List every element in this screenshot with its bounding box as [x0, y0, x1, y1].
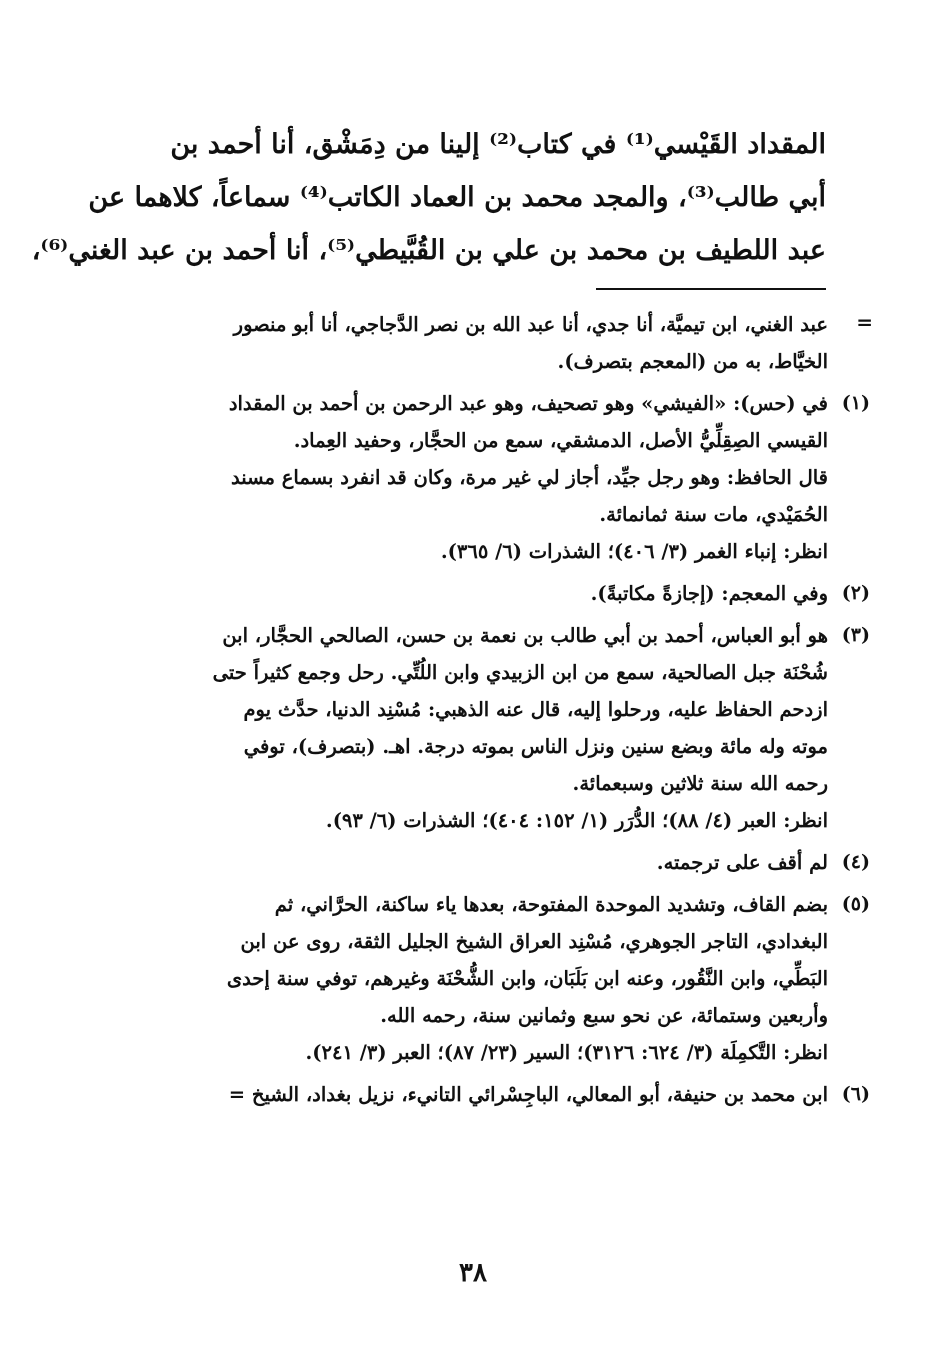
footnote-line: ابن محمد بن حنيفة، أبو المعالي، الباجِسْرائي التانيء، نزيل بغداد، الشيخ =	[228, 1083, 828, 1106]
main-text	[31, 118, 826, 277]
footnote-line: هو أبو العباس، أحمد بن أبي طالب بن نعمة بن حسن، الصالحي الحجَّار، ابن	[222, 624, 828, 647]
footnote-2	[106, 575, 870, 612]
footnote-6	[106, 1076, 870, 1113]
footnote-number: (٤)	[841, 851, 870, 873]
footnote-number: (٦)	[841, 1083, 870, 1105]
footnote-line: شُحْنَة جبل الصالحية، سمع من ابن الزبيدي وابن اللُتِّي. رحل وجمع كثيراً حتى	[212, 661, 828, 684]
footnote-4	[106, 844, 870, 881]
footnote-reference-line: انظر: إنباء الغمر (٣/ ٤٠٦)؛ الشذرات (٦/ ٣٦٥).	[440, 540, 828, 563]
footnote-line: البَطِّي، وابن النَّقُور، وعنه ابن بَلَبَان، وابن الشُّحْنَة وغيرهم، توفي سنة إحدى	[226, 967, 828, 990]
footnote-line: وفي المعجم: (إجازةً مكاتبةً).	[590, 582, 828, 605]
footnote-separator	[596, 288, 826, 290]
footnote-reference-line: انظر: العبر (٤/ ٨٨)؛ الدُّرَر (١/ ١٥٢: ٤٠٤)؛ الشذرات (٦/ ٩٣).	[325, 809, 828, 832]
footnote-line: في (حس): «الفيشي» وهو تصحيف، وهو عبد الرحمن بن أحمد بن المقداد	[228, 392, 828, 415]
footnote-3	[106, 617, 870, 839]
footnote-line: القيسي الصِقِلِّيُّ الأصل، الدمشقي، سمع من الحجَّار، وحفيد العِماد.	[293, 429, 828, 452]
continuation-marker: =	[856, 310, 873, 334]
footnote-line: الخيَّاط، به من (المعجم بتصرف).	[557, 350, 828, 373]
footnote-number: (٣)	[841, 624, 870, 646]
main-text-line: المقداد القَيْسي⁽¹⁾ في كتاب⁽²⁾ إلينا من دِمَشْق، أنا أحمد بن	[170, 129, 826, 160]
footnote-line: وأربعين وستمائة، عن نحو سبع وثمانين سنة، رحمه الله.	[380, 1004, 828, 1027]
footnote-line: الحُمَيْدي، مات سنة ثمانمائة.	[599, 503, 828, 526]
footnote-1	[106, 385, 870, 570]
footnotes	[106, 306, 873, 1118]
footnote-number: (١)	[841, 392, 870, 414]
footnote-continuation	[106, 306, 873, 380]
footnote-5	[106, 886, 870, 1071]
footnote-number: (٢)	[841, 582, 870, 604]
main-text-line: أبي طالب⁽³⁾، والمجد محمد بن العماد الكاتب⁽⁴⁾ سماعاً، كلاهما عن	[88, 182, 826, 213]
main-text-line: عبد اللطيف بن محمد بن علي بن القُبَّيطي⁽⁵⁾، أنا أحمد بن عبد الغني⁽⁶⁾،	[31, 235, 826, 266]
footnote-line: لم أقف على ترجمته.	[656, 851, 828, 874]
footnote-number: (٥)	[841, 893, 870, 915]
footnote-line: رحمه الله سنة ثلاثين وسبعمائة.	[572, 772, 828, 795]
footnote-line: بضم القاف، وتشديد الموحدة المفتوحة، بعدها ياء ساكنة، الحرَّاني، ثم	[274, 893, 828, 916]
page-number: ٣٨	[459, 1258, 487, 1288]
footnote-line: عبد الغني، ابن تيميَّة، أنا جدي، أنا عبد الله بن نصر الدَّجاجي، أنا أبو منصور	[233, 313, 828, 336]
footnote-line: قال الحافظ: وهو رجل جيِّد، أجاز لي غير مرة، وكان قد انفرد بسماع مسند	[231, 466, 828, 489]
footnote-reference-line: انظر: التَّكمِلَة (٣/ ٦٢٤: ٣١٢٦)؛ السير (٢٣/ ٨٧)؛ العبر (٣/ ٢٤١).	[305, 1041, 828, 1064]
footnote-line: البغدادي، التاجر الجوهري، مُسْنِد العراق الشيخ الجليل الثقة، روى عن ابن	[240, 930, 828, 953]
footnote-line: ازدحم الحفاظ عليه، ورحلوا إليه، قال عنه الذهبي: مُسْنِد الدنيا، حدَّث يوم	[243, 698, 828, 721]
footnote-line: موته وله مائة وبضع سنين ونزل الناس بموته درجة. اهـ. (بتصرف)، توفي	[243, 735, 828, 758]
